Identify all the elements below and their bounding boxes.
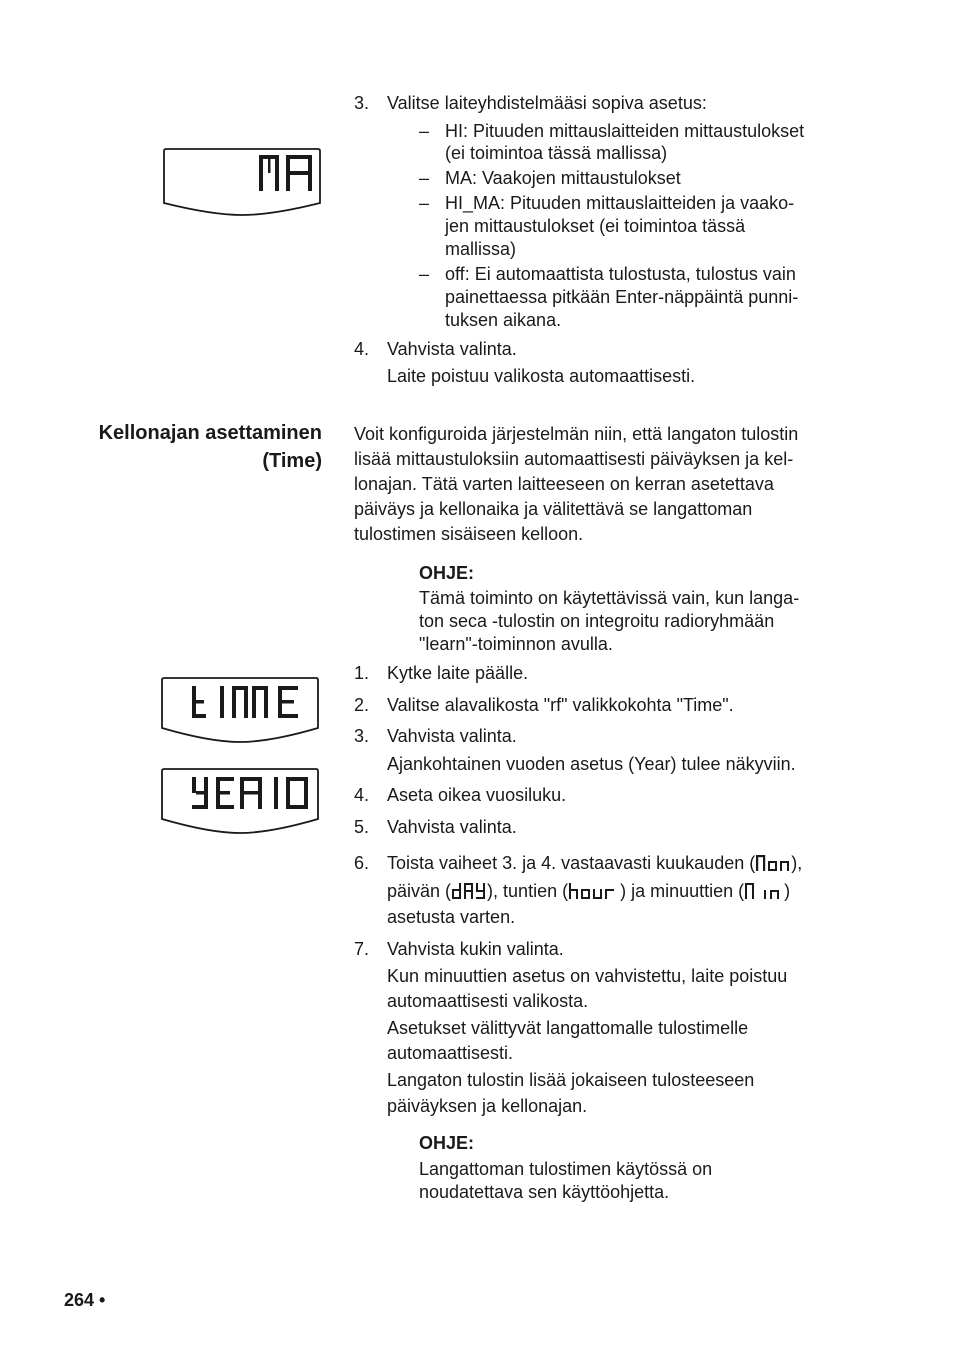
- step-text: ): [784, 881, 791, 901]
- step-text: Vahvista valinta.: [387, 339, 517, 359]
- step-number: 1.: [354, 663, 370, 683]
- step6-line1: [387, 851, 802, 878]
- list-dash: –: [419, 264, 430, 284]
- step-text: Vahvista valinta.: [387, 726, 517, 746]
- step-text: päivän (: [387, 881, 452, 901]
- paragraph-line: päiväys ja kellonaika ja välitettävä se langattoman: [354, 499, 753, 519]
- section-heading: Kellonajan asettaminen: [98, 422, 322, 444]
- lcd-hour-glyph: [568, 882, 620, 906]
- step-text: Valitse alavalikosta "rf" valikkokohta "Time".: [387, 695, 734, 715]
- step-text: Toista vaiheet 3. ja 4. vastaavasti kuukauden (: [387, 853, 756, 873]
- step-number: 4.: [354, 785, 370, 805]
- list-dash: –: [419, 168, 430, 188]
- lcd-digits-ma: [259, 155, 312, 191]
- note-line: ton seca -tulostin on integroitu radioryhmään: [419, 611, 775, 631]
- step-subtext: päiväyksen ja kellonajan.: [387, 1096, 588, 1116]
- list-dash: –: [419, 193, 430, 213]
- note-line: Langattoman tulostimen käytössä on: [419, 1159, 713, 1179]
- lcd-day-glyph: [451, 882, 487, 906]
- step-subtext: automaattisesti valikosta.: [387, 991, 589, 1011]
- step-subtext: Langaton tulostin lisää jokaiseen tulosteeseen: [387, 1070, 755, 1090]
- list-item: jen mittaustulokset (ei toimintoa tässä: [445, 216, 746, 236]
- lcd-digits-time: [192, 686, 298, 718]
- list-item: painettaessa pitkään Enter-näppäintä punni-: [445, 287, 799, 307]
- note-label: OHJE:: [419, 563, 475, 583]
- step-subtext: Kun minuuttien asetus on vahvistettu, laite poistuu: [387, 966, 788, 986]
- note-line: noudatettava sen käyttöohjetta.: [419, 1182, 670, 1202]
- lcd-display-time: [160, 676, 320, 744]
- step-number: 5.: [354, 817, 370, 837]
- step-subtext: Ajankohtainen vuoden asetus (Year) tulee näkyviin.: [387, 754, 796, 774]
- step-text: Kytke laite päälle.: [387, 663, 529, 683]
- step-text: Aseta oikea vuosiluku.: [387, 785, 567, 805]
- paragraph-line: Voit konfiguroida järjestelmän niin, että langaton tulostin: [354, 424, 799, 444]
- paragraph-line: lisää mittaustuloksiin automaattisesti päiväyksen ja kel-: [354, 449, 794, 469]
- step-text: ), tuntien (: [487, 881, 569, 901]
- page-number: 264 •: [64, 1290, 106, 1310]
- list-item: MA: Vaakojen mittaustulokset: [445, 168, 681, 188]
- step-number: 4.: [354, 339, 370, 359]
- list-item: mallissa): [445, 239, 517, 259]
- step-text: Vahvista valinta.: [387, 817, 517, 837]
- list-dash: –: [419, 121, 430, 141]
- lcd-min-glyph: [744, 882, 784, 906]
- list-item: HI_MA: Pituuden mittauslaitteiden ja vaako-: [445, 193, 795, 213]
- step-text: ) ja minuuttien (: [620, 881, 745, 901]
- step-number: 3.: [354, 726, 370, 746]
- step-number: 3.: [354, 93, 370, 113]
- list-item: tuksen aikana.: [445, 310, 562, 330]
- step-subtext: Laite poistuu valikosta automaattisesti.: [387, 366, 696, 386]
- step-text: Vahvista kukin valinta.: [387, 939, 564, 959]
- list-item: HI: Pituuden mittauslaitteiden mittaustulokset: [445, 121, 805, 141]
- step-number: 7.: [354, 939, 370, 959]
- step-subtext: automaattisesti.: [387, 1043, 514, 1063]
- step-text: Valitse laiteyhdistelmääsi sopiva asetus:: [387, 93, 707, 113]
- note-line: "learn"-toiminnon avulla.: [419, 634, 613, 654]
- note-line: Tämä toiminto on käytettävissä vain, kun langa-: [419, 588, 800, 608]
- paragraph-line: lonajan. Tätä varten laitteeseen on kerran asetettava: [354, 474, 774, 494]
- paragraph-line: tulostimen sisäiseen kelloon.: [354, 524, 584, 544]
- lcd-mon-glyph: [755, 854, 791, 878]
- step-text: ),: [791, 853, 803, 873]
- lcd-display-year: [160, 767, 320, 835]
- step-number: 2.: [354, 695, 370, 715]
- section-heading: (Time): [262, 450, 322, 472]
- step-number: 6.: [354, 853, 370, 873]
- lcd-display-ma: [162, 147, 322, 217]
- list-item: (ei toimintoa tässä mallissa): [445, 143, 668, 163]
- step-text: asetusta varten.: [387, 907, 516, 927]
- note-label: OHJE:: [419, 1133, 475, 1153]
- list-item: off: Ei automaattista tulostusta, tulostus vain: [445, 264, 796, 284]
- lcd-digits-year: [192, 777, 308, 809]
- step-subtext: Asetukset välittyvät langattomalle tulostimelle: [387, 1018, 749, 1038]
- step6-line2: [387, 879, 790, 906]
